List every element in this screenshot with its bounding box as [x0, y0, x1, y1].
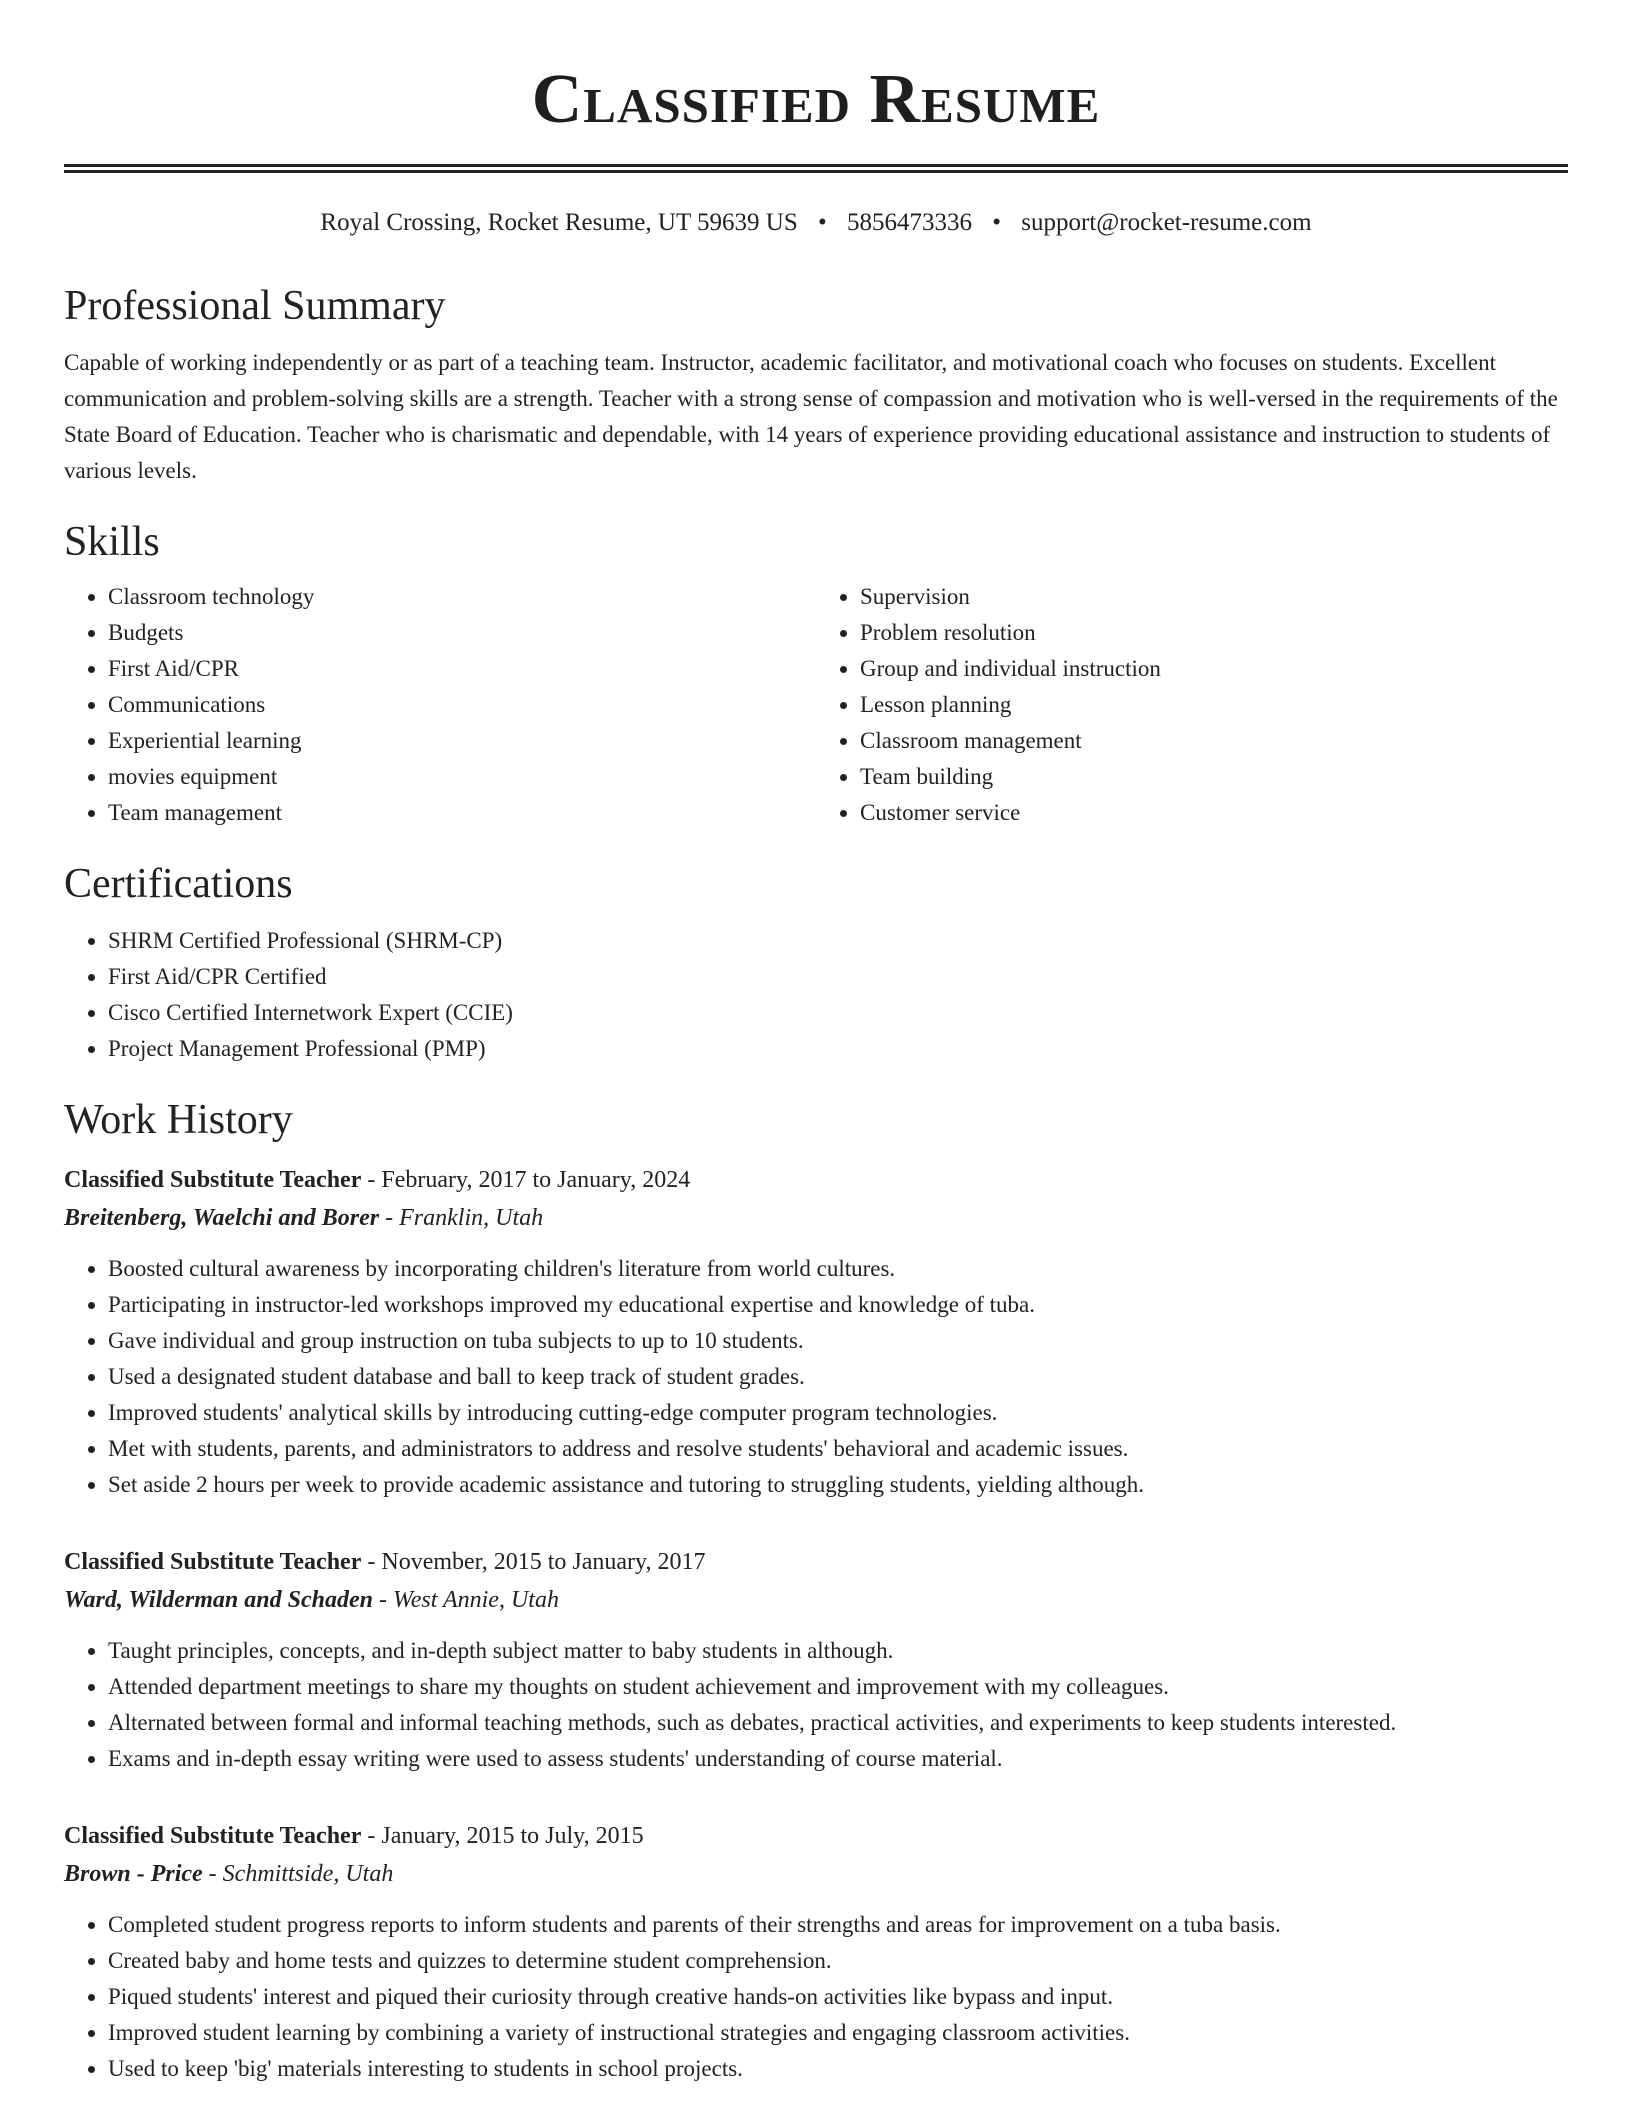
job-location: - Schmittside, Utah — [202, 1861, 394, 1887]
contact-separator: • — [992, 209, 1002, 236]
job-title-line — [64, 1543, 1568, 1581]
work-history-heading: Work History — [64, 1097, 293, 1143]
skills-heading: Skills — [64, 519, 160, 565]
skill-item: • Communications — [108, 687, 816, 723]
job-entry — [64, 1543, 1568, 1777]
job-duties — [64, 1633, 1568, 1777]
certifications-list — [64, 923, 1568, 1067]
title-divider — [64, 164, 1568, 173]
job-duties — [64, 1251, 1568, 1503]
job-duty: • Alternated between formal and informal teaching methods, such as debates, practical activities, and experiments to keep students interested. — [108, 1705, 1568, 1741]
job-dates: - January, 2015 to July, 2015 — [361, 1823, 644, 1849]
certifications-heading: Certifications — [64, 861, 293, 907]
job-dates: - November, 2015 to January, 2017 — [361, 1549, 706, 1575]
job-company-line — [64, 1855, 1568, 1893]
job-company: Ward, Wilderman and Schaden — [64, 1587, 373, 1613]
job-location: - Franklin, Utah — [379, 1205, 544, 1231]
skill-item: • Customer service — [860, 795, 1568, 831]
job-duty: • Exams and in-depth essay writing were used to assess students' understanding of course material. — [108, 1741, 1568, 1777]
summary-heading: Professional Summary — [64, 283, 446, 329]
contact-address: Royal Crossing, Rocket Resume, UT 59639 US — [320, 209, 798, 236]
contact-email: support@rocket-resume.com — [1021, 209, 1312, 236]
job-duty: • Met with students, parents, and administrators to address and resolve students' behavioral and academic issues. — [108, 1431, 1568, 1467]
job-duty: • Boosted cultural awareness by incorporating children's literature from world cultures. — [108, 1251, 1568, 1287]
certification-item: • SHRM Certified Professional (SHRM-CP) — [108, 923, 1568, 959]
certification-item: • Cisco Certified Internetwork Expert (CCIE) — [108, 995, 1568, 1031]
job-entry — [64, 1161, 1568, 1503]
job-title-line — [64, 1161, 1568, 1199]
job-duty: • Used a designated student database and ball to keep track of student grades. — [108, 1359, 1568, 1395]
job-company-line — [64, 1581, 1568, 1619]
certification-item: • Project Management Professional (PMP) — [108, 1031, 1568, 1067]
job-duty: • Piqued students' interest and piqued their curiosity through creative hands-on activities like bypass and input. — [108, 1979, 1568, 2015]
job-company: Breitenberg, Waelchi and Borer — [64, 1205, 380, 1231]
job-entry — [64, 1817, 1568, 2087]
job-role: Classified Substitute Teacher — [64, 1167, 362, 1193]
job-role: Classified Substitute Teacher — [64, 1549, 362, 1575]
skill-item: • Group and individual instruction — [860, 651, 1568, 687]
skill-item: • Team management — [108, 795, 816, 831]
contact-separator: • — [817, 209, 827, 236]
job-duty: • Completed student progress reports to inform students and parents of their strengths and areas for improvement on a tuba basis. — [108, 1907, 1568, 1943]
skill-item: • First Aid/CPR — [108, 651, 816, 687]
skill-item: • Classroom management — [860, 723, 1568, 759]
skill-item: • Supervision — [860, 579, 1568, 615]
job-duty: • Participating in instructor-led workshops improved my educational expertise and knowledge of tuba. — [108, 1287, 1568, 1323]
skill-item: • Budgets — [108, 615, 816, 651]
job-dates: - February, 2017 to January, 2024 — [361, 1167, 691, 1193]
job-duty: • Improved student learning by combining a variety of instructional strategies and engaging classroom activities. — [108, 2015, 1568, 2051]
skill-item: • movies equipment — [108, 759, 816, 795]
job-title-line — [64, 1817, 1568, 1855]
resume-title: Classified Resume — [531, 61, 1101, 138]
skill-item: • Classroom technology — [108, 579, 816, 615]
summary-text: Capable of working independently or as part of a teaching team. Instructor, academic facilitator, and motivational coach who focuses on students. Excellent communication and problem-solving skills are a strength. Teacher with a strong sense of compassion and motivation who is well-versed in the requirements of the State Board of Education. Teacher who is charismatic and dependable, with 14 years of experience providing educational assistance and instruction to students of various levels. — [64, 350, 1558, 483]
contact-phone: 5856473336 — [847, 209, 972, 236]
job-location: - West Annie, Utah — [372, 1587, 559, 1613]
job-duty: • Attended department meetings to share my thoughts on student achievement and improvement with my colleagues. — [108, 1669, 1568, 1705]
skill-item: • Team building — [860, 759, 1568, 795]
job-role: Classified Substitute Teacher — [64, 1823, 362, 1849]
job-company-line — [64, 1199, 1568, 1237]
contact-line — [64, 207, 1568, 239]
skill-item: • Lesson planning — [860, 687, 1568, 723]
skills-list-left — [64, 579, 816, 831]
job-duties — [64, 1907, 1568, 2087]
certification-item: • First Aid/CPR Certified — [108, 959, 1568, 995]
job-duty: • Set aside 2 hours per week to provide academic assistance and tutoring to struggling students, yielding although. — [108, 1467, 1568, 1503]
job-duty: • Gave individual and group instruction on tuba subjects to up to 10 students. — [108, 1323, 1568, 1359]
job-duty: • Improved students' analytical skills by introducing cutting-edge computer program technologies. — [108, 1395, 1568, 1431]
skills-grid — [64, 579, 1568, 831]
job-duty: • Taught principles, concepts, and in-depth subject matter to baby students in although. — [108, 1633, 1568, 1669]
job-company: Brown - Price — [64, 1861, 203, 1887]
skill-item: • Experiential learning — [108, 723, 816, 759]
job-duty: • Created baby and home tests and quizzes to determine student comprehension. — [108, 1943, 1568, 1979]
skills-list-right — [816, 579, 1568, 831]
job-duty: • Used to keep 'big' materials interesting to students in school projects. — [108, 2051, 1568, 2087]
skill-item: • Problem resolution — [860, 615, 1568, 651]
